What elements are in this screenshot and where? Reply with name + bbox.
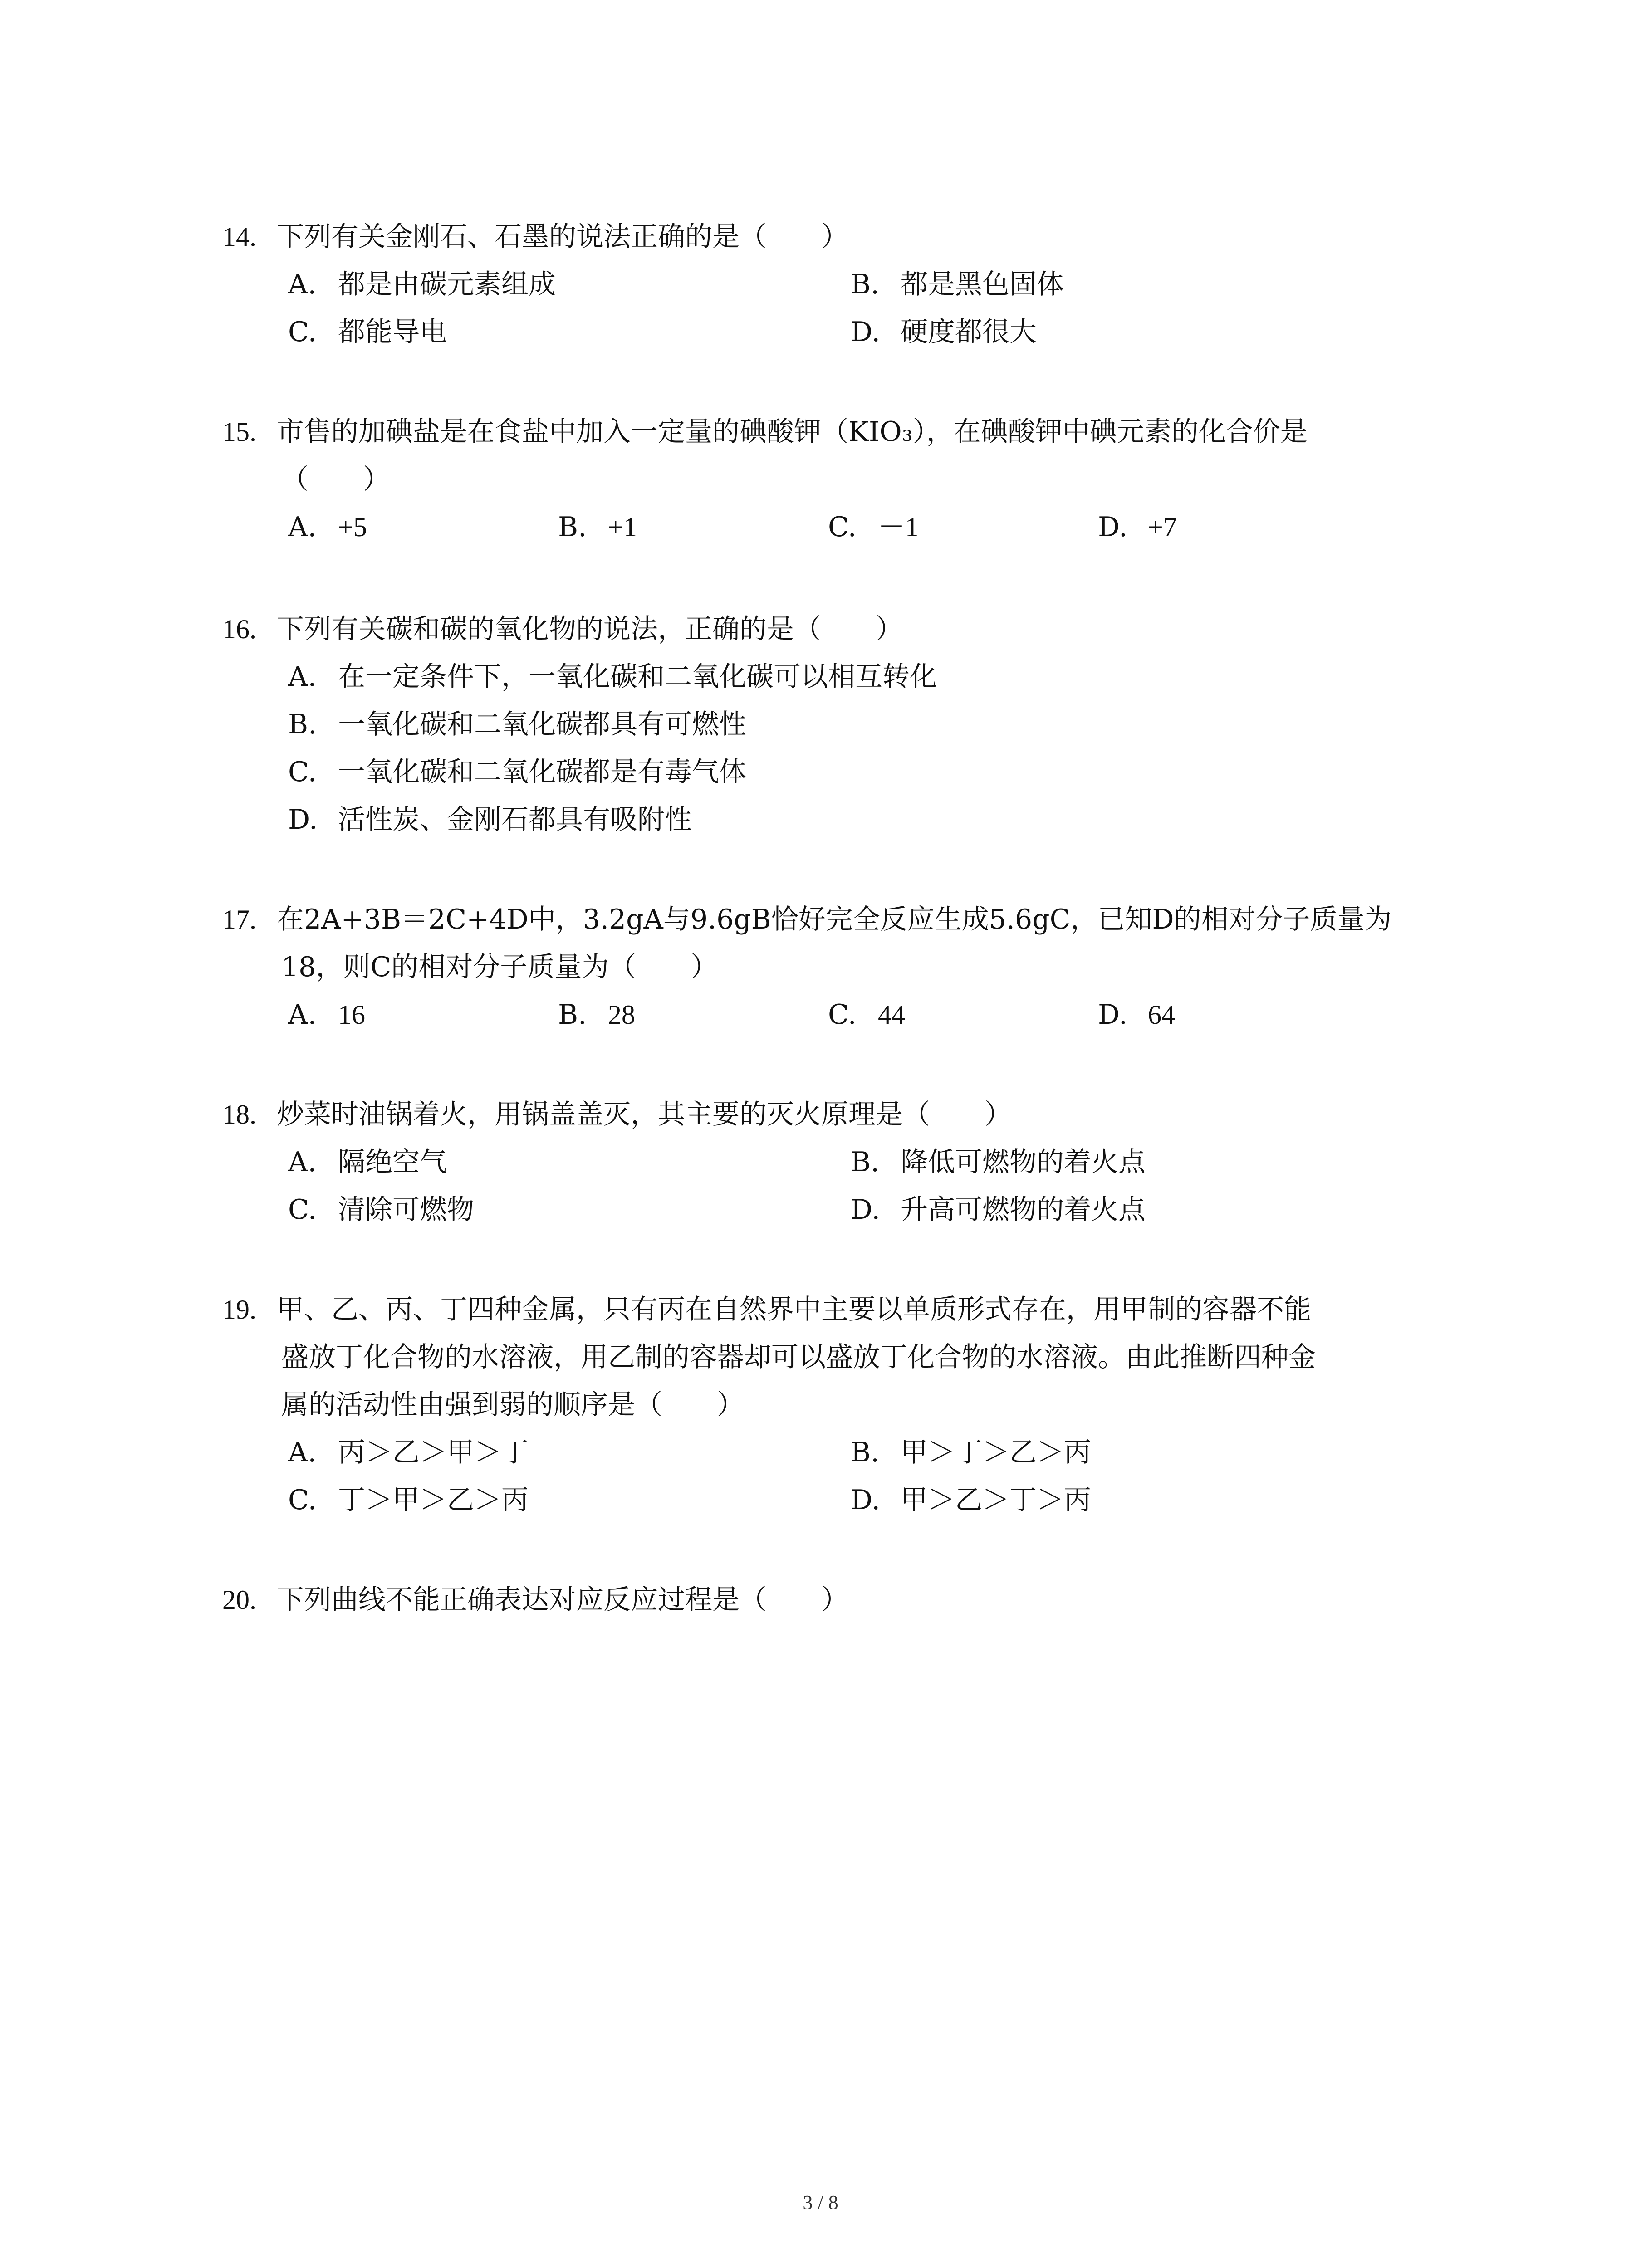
option-list xyxy=(222,991,1474,1039)
option-c: C. 丁＞甲＞乙＞丙 xyxy=(288,1484,529,1516)
option-b: B. 28 xyxy=(558,999,635,1031)
question-stem: 下列曲线不能正确表达对应反应过程是（ ） xyxy=(277,1584,848,1616)
option-c: C. 清除可燃物 xyxy=(288,1194,474,1226)
question-stem-continued: 属的活动性由强到弱的顺序是（ ） xyxy=(281,1389,744,1421)
page-number: 3 / 8 xyxy=(803,2191,838,2214)
question-15 xyxy=(222,408,1474,551)
question-number: 14. xyxy=(222,222,256,252)
question-stem: 甲、乙、丙、丁四种金属，只有丙在自然界中主要以单质形式存在，用甲制的容器不能 xyxy=(277,1294,1311,1325)
option-b: B. 一氧化碳和二氧化碳都具有可燃性 xyxy=(288,709,746,740)
option-d: D. 硬度都很大 xyxy=(851,316,1037,348)
question-number: 20. xyxy=(222,1585,256,1615)
option-a: A. 16 xyxy=(288,999,365,1031)
option-d: D. +7 xyxy=(1098,511,1177,543)
option-list xyxy=(222,653,1474,844)
question-stem: 在2A+3B＝2C+4D中，3.2gA与9.6gB恰好完全反应生成5.6gC，已知D的相对分子质量为 xyxy=(277,904,1392,935)
option-c: C. 44 xyxy=(828,999,905,1031)
option-a: A. +5 xyxy=(288,511,367,543)
question-stem-continued: 盛放丁化合物的水溶液，用乙制的容器却可以盛放丁化合物的水溶液。由此推断四种金 xyxy=(281,1341,1316,1373)
option-d: D. 64 xyxy=(1098,999,1175,1031)
question-number: 17. xyxy=(222,904,256,934)
option-c: C. 都能导电 xyxy=(288,316,447,348)
question-stem: 市售的加碘盐是在食盐中加入一定量的碘酸钾（KIO₃），在碘酸钾中碘元素的化合价是 xyxy=(277,416,1308,448)
question-14 xyxy=(222,213,1474,356)
question-stem: 炒菜时油锅着火，用锅盖盖灭，其主要的灭火原理是（ ） xyxy=(277,1099,1012,1130)
option-d: D. 升高可燃物的着火点 xyxy=(851,1194,1146,1226)
question-17 xyxy=(222,896,1474,1039)
option-c: C. －1 xyxy=(828,511,919,543)
option-list xyxy=(222,261,1474,356)
question-number: 18. xyxy=(222,1100,256,1129)
option-a: A. 都是由碳元素组成 xyxy=(288,269,556,300)
option-list xyxy=(222,1429,1474,1524)
option-list xyxy=(222,1139,1474,1234)
option-a: A. 丙＞乙＞甲＞丁 xyxy=(288,1437,529,1468)
question-stem: 下列有关碳和碳的氧化物的说法，正确的是（ ） xyxy=(277,613,903,645)
question-16 xyxy=(222,606,1474,844)
question-number: 16. xyxy=(222,614,256,644)
question-20 xyxy=(222,1576,1474,1624)
question-number: 19. xyxy=(222,1295,256,1325)
option-c: C. 一氧化碳和二氧化碳都是有毒气体 xyxy=(288,756,746,788)
option-list xyxy=(222,503,1474,551)
option-a: A. 隔绝空气 xyxy=(288,1146,447,1178)
question-19 xyxy=(222,1286,1474,1524)
option-d: D. 甲＞乙＞丁＞丙 xyxy=(851,1484,1091,1516)
option-b: B. 甲＞丁＞乙＞丙 xyxy=(851,1437,1091,1468)
option-b: B. 降低可燃物的着火点 xyxy=(851,1146,1146,1178)
option-b: B. +1 xyxy=(558,511,637,543)
option-b: B. 都是黑色固体 xyxy=(851,269,1064,300)
question-stem-continued: （ ） xyxy=(281,464,390,495)
question-18 xyxy=(222,1091,1474,1234)
question-stem-continued: 18，则C的相对分子质量为（ ） xyxy=(281,951,718,983)
option-d: D. 活性炭、金刚石都具有吸附性 xyxy=(288,804,692,836)
question-stem: 下列有关金刚石、石墨的说法正确的是（ ） xyxy=(277,221,848,253)
option-a: A. 在一定条件下，一氧化碳和二氧化碳可以相互转化 xyxy=(288,661,937,693)
question-number: 15. xyxy=(222,417,256,447)
